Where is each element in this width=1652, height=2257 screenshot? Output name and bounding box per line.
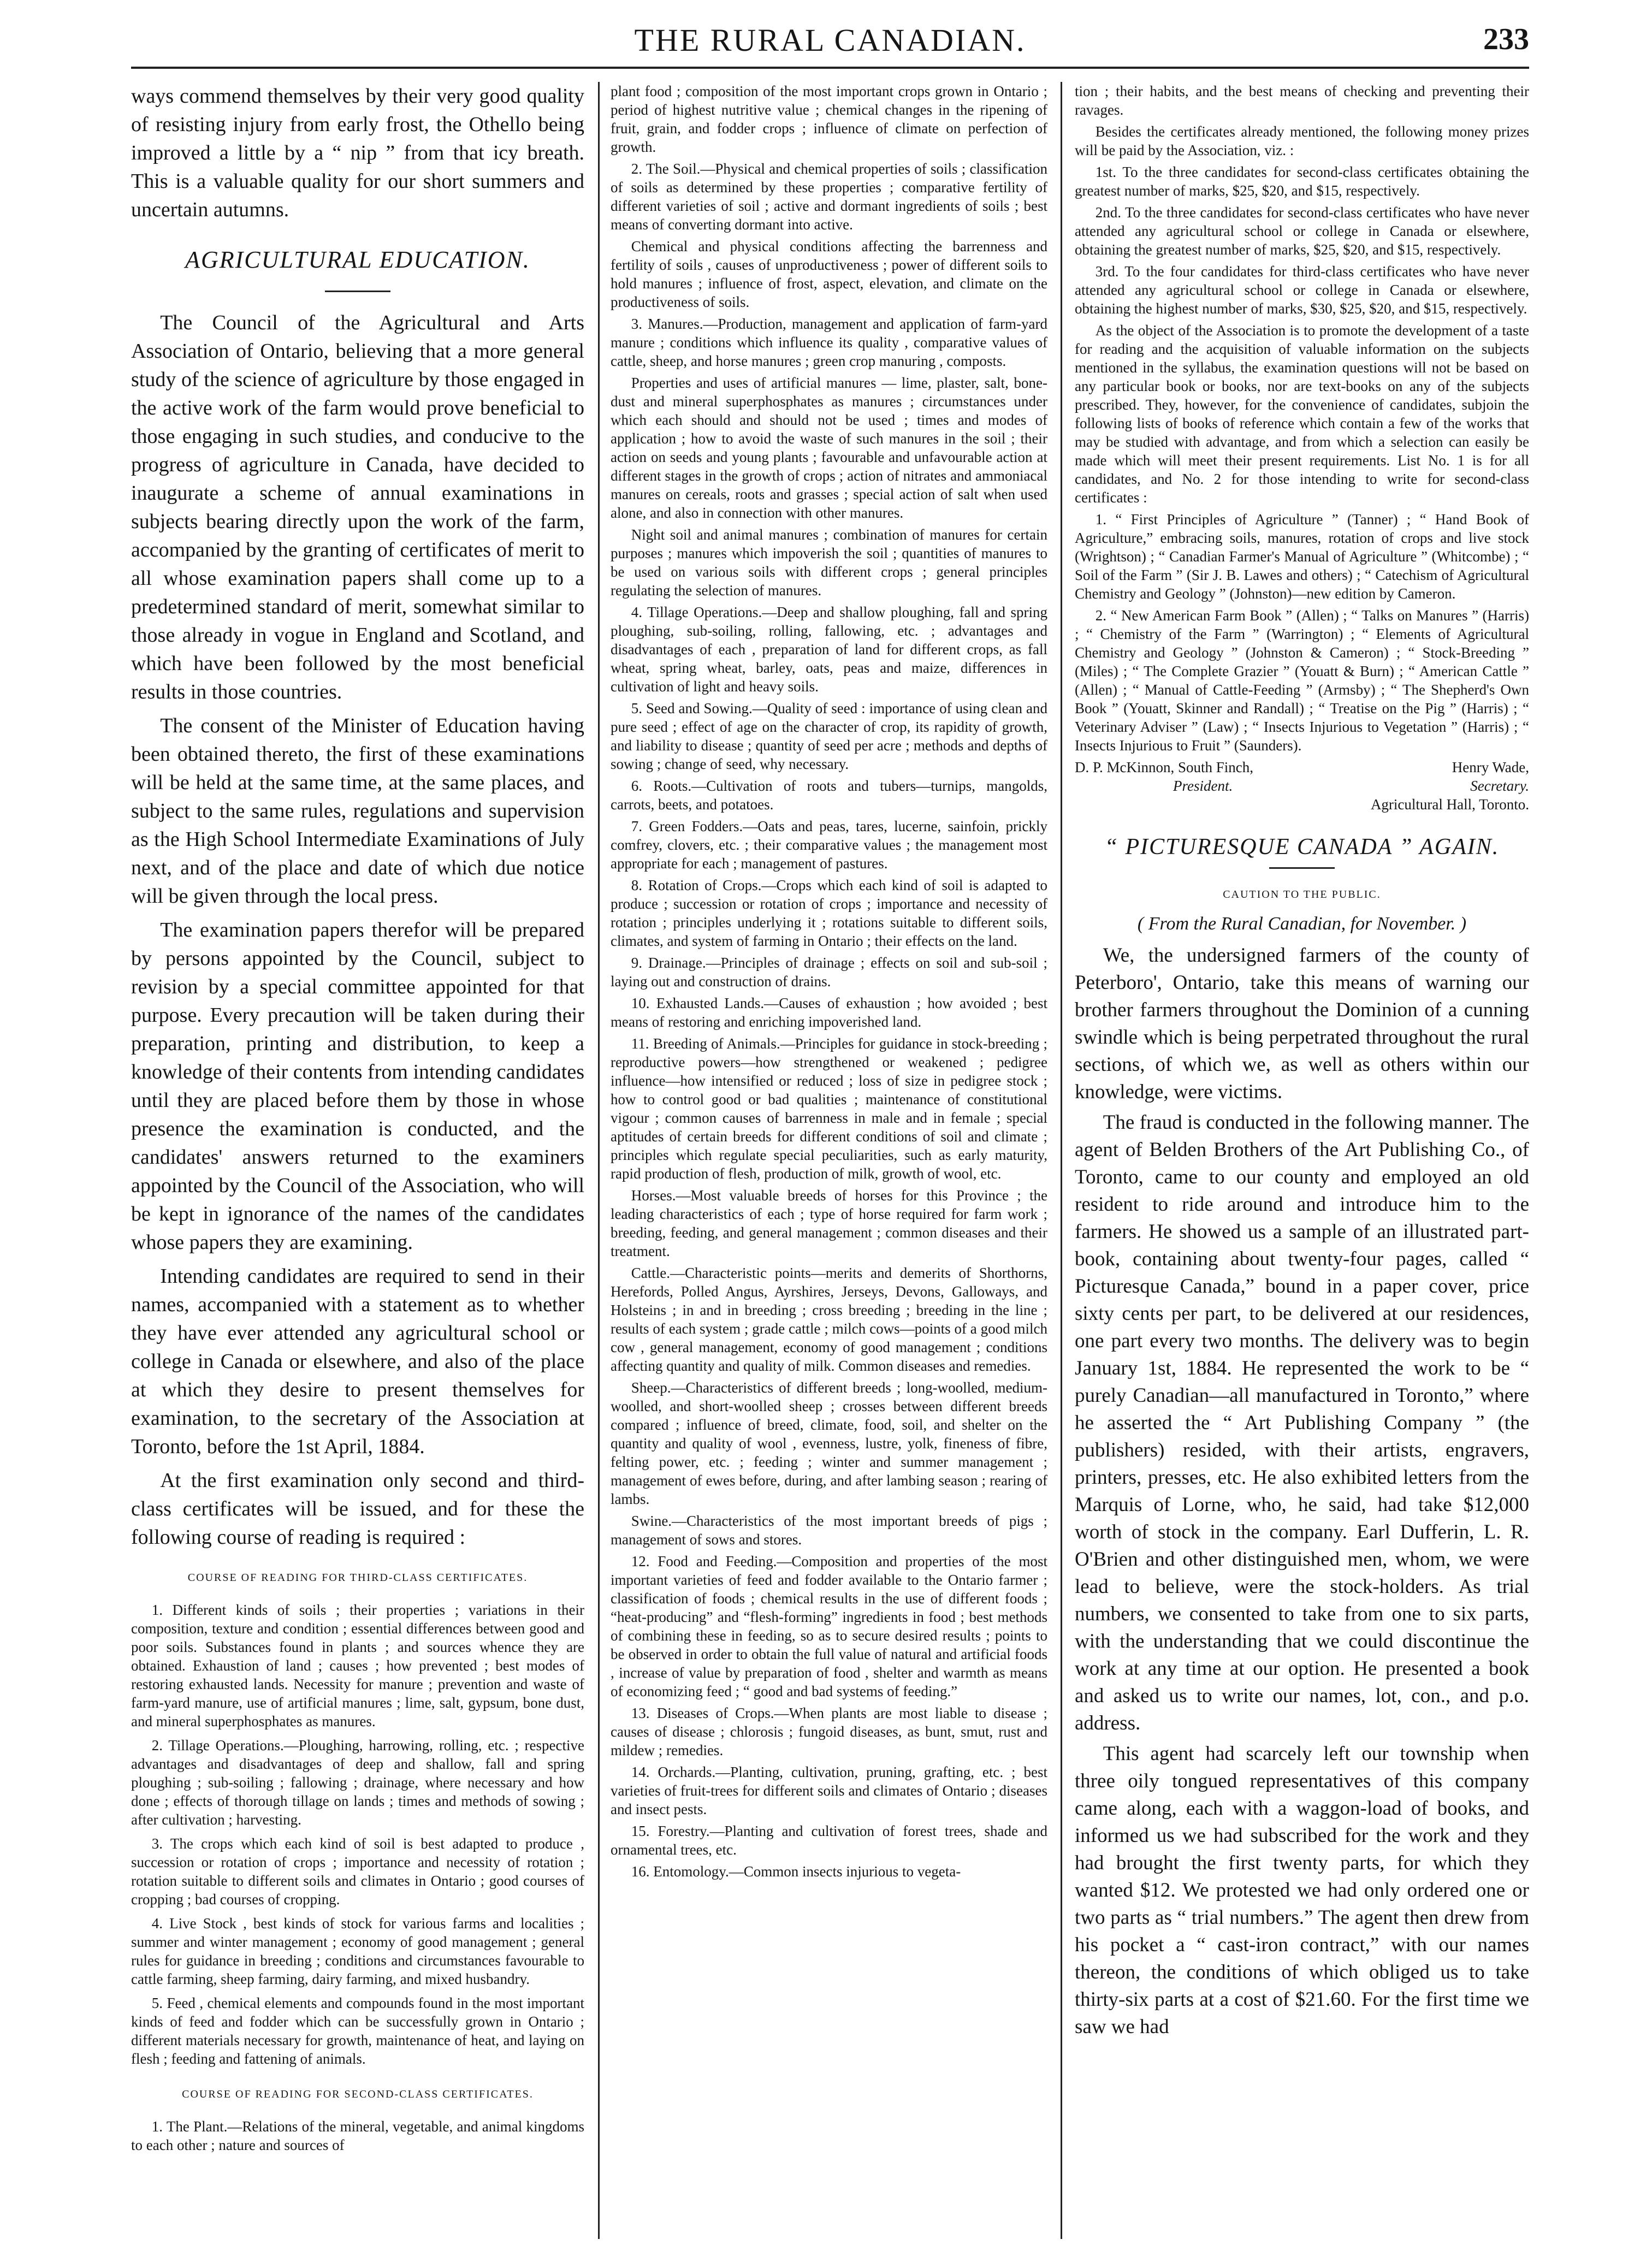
prize-item: 1st. To the three candidates for second-class certificates obtaining the greatest number of marks, $25, $20, and $15, respectively.	[1075, 164, 1529, 199]
paragraph: We, the undersigned farmers of the county of Peterboro', Ontario, take this means of warning our brother farmers throughout the Dominion of a cunning swindle which is being perpetrated throughout the rural sections, of which we, as well as others within our knowledge, were victims.	[1075, 944, 1529, 1103]
paragraph: The examination papers therefor will be prepared by persons appointed by the Council, subject to revision by a special committee appointed for that purpose. Every precaution will be taken during their preparation, printing and distribution, to keep a knowledge of their contents from intending candidates until they are placed before them by those in whose presence the examination is conducted, and the candidates' answers returned to the examiners appointed by the Council of the Association, who will be kept in ignorance of the names of the candidates whose papers they are examining.	[131, 919, 584, 1254]
column-divider	[1061, 82, 1062, 2239]
column-divider	[598, 82, 600, 2239]
signature-block	[1075, 758, 1529, 814]
course-item: 3. The crops which each kind of soil is best adapted to produce , succession or rotation of crops ; importance and necessity of rotation ; rotation suitable to different soils and climates in Ontario ; good courses of cropping ; bad courses of cropping.	[131, 1835, 584, 1908]
paragraph: Intending candidates are required to send in their names, accompanied with a statement as to whether they have ever attended any agricultural school or college in Canada or elsewhere, and also of the place at which they desire to present themselves for examination, to the secretary of the Association at Toronto, before the 1st April, 1884.	[131, 1265, 584, 1458]
course-item: Cattle.—Characteristic points—merits and demerits of Shorthorns, Herefords, Polled Angus, Ayrshires, Jerseys, Devons, Galloways, and Holsteins ; in and in breeding ; cross breeding ; breeding in the line ; results of each system ; grade cattle ; milch cows—points of a good milch cow , general management, economy of good management ; conditions affecting quantity and quality of milk. Common diseases and remedies.	[611, 1265, 1047, 1374]
course-item: 14. Orchards.—Planting, cultivation, pruning, grafting, etc. ; best varieties of fruit-trees for different soils and climates of Ontario ; diseases and insect pests.	[611, 1764, 1047, 1817]
course-item: 3. Manures.—Production, management and application of farm-yard manure ; conditions which influence its quality , comparative values of cattle, sheep, and horse manures ; green crop manuring , composts.	[611, 316, 1047, 369]
course-item: 8. Rotation of Crops.—Crops which each kind of soil is adapted to produce ; succession or rotation of crops ; importance and necessity of rotation ; principles underlying it ; rotations suitable to different soils, climates, and system of farming in Ontario ; their effects on the land.	[611, 877, 1047, 949]
course-item: 11. Breeding of Animals.—Principles for guidance in stock-breeding ; reproductive powers—how strengthened or weakened ; pedigree influence—how intensified or reduced ; loss of size in pedigree stock ; how to control good or bad qualities ; maintenance of constitutional vigour ; common causes of barrenness in male and in female ; special aptitudes of certain breeds for different conditions of soil and climate ; principles which regulate special peculiarities, such as early maturity, rapid production of flesh, production of milk, growth of wool, etc.	[611, 1035, 1047, 1182]
signature-place: Agricultural Hall, Toronto.	[1370, 796, 1529, 813]
course-item: Chemical and physical conditions affecting the barrenness and fertility of soils , causes of unproductiveness ; power of different soils to hold manures ; influence of frost, aspect, elevation, and climate on the productiveness of soils.	[611, 238, 1047, 310]
course-item: 13. Diseases of Crops.—When plants are most liable to disease ; causes of disease ; chlorosis ; fungoid diseases, as bunt, smut, rust and mildew ; remedies.	[611, 1705, 1047, 1758]
course-item: 1. Different kinds of soils ; their properties ; variations in their composition, texture and condition ; essential differences between good and poor soils. Substances found in plants ; and sources whence they are obtained. Exhaustion of land ; causes ; how prevented ; best modes of restoring exhausted lands. Necessity for manure ; prevention and waste of farm-yard manure, use of artificial manures ; lime, salt, gypsum, bone dust, and mineral superphosphates as manures.	[131, 1602, 584, 1729]
column-3	[1075, 82, 1529, 2239]
course-item: 1. The Plant.—Relations of the mineral, vegetable, and animal kingdoms to each other ; nature and sources of	[131, 2118, 584, 2153]
course-heading: COURSE OF READING FOR THIRD-CLASS CERTIFICATES.	[187, 1572, 528, 1584]
section-rule	[325, 291, 390, 292]
paragraph: The fraud is conducted in the following manner. The agent of Belden Brothers of the Art Publishing Co., of Toronto, came to our county and employed an old resident to ride around and introduce him to the farmers. He showed us a sample of an illustrated part-book, containing about twenty-four pages, called “ Picturesque Canada,” bound in a paper cover, price sixty cents per part, to be delivered at our residences, one part every two months. The delivery was to begin January 1st, 1884. He represented the work to be “ purely Canadian—all manufactured in Toronto,” where he asserted the “ Art Publishing Company ” (the publishers) resided, with their artists, engravers, printers, presses, etc. He also exhibited letters from the Marquis of Lorne, who, he said, had take $12,000 worth of stock in the company. Earl Dufferin, L. R. O'Brien and other distinguished men, whom, we were lead to believe, were the stock-holders. As trial numbers, we consented to take from one to six parts, with the understanding that we could discontinue the work at any time at our option. He presented a book and asked us to write our names, lot, con., and p.o. address.	[1075, 1111, 1529, 1734]
paragraph: At the first examination only second and third-class certificates will be issued, and for these the following course of reading is required :	[131, 1469, 584, 1549]
course-item: Swine.—Characteristics of the most important breeds of pigs ; management of sows and stores.	[611, 1513, 1047, 1548]
masthead: THE RURAL CANADIAN.	[634, 22, 1026, 58]
course-item: plant food ; composition of the most important crops grown in Ontario ; period of highest nutritive value ; chemical changes in the ripening of fruit, grain, and fodder crops ; influence of climate on perfection of growth.	[611, 83, 1047, 155]
section-heading: AGRICULTURAL EDUCATION.	[185, 246, 530, 273]
course-item: 5. Seed and Sowing.—Quality of seed : importance of using clean and pure seed ; effect of age on the character of crop, its rapidity of growth, and liability to disease ; quantity of seed per acre ; methods and depths of sowing ; change of seed, why necessary.	[611, 700, 1047, 772]
source-line: ( From the Rural Canadian, for November. )	[1137, 914, 1467, 934]
paragraph: The consent of the Minister of Education having been obtained thereto, the first of these examinations will be held at the same time, at the same places, and subject to the same rules, regulations and supervision as the High School Intermediate Examinations of July next, and of the place and date of which due notice will be given through the local press.	[131, 714, 584, 908]
book-list: 2. “ New American Farm Book ” (Allen) ; “ Talks on Manures ” (Harris) ; “ Chemistry of the Farm ” (Warrington) ; “ Elements of Agricultural Chemistry and Geology ” (Johnston & Cameron) ; “ Stock-Breeding ” (Miles) ; “ The Complete Grazier ” (Youatt & Burn) ; “ American Cattle ” (Allen) ; “ Manual of Cattle-Feeding ” (Armsby) ; “ The Shepherd's Own Book ” (Youatt, Skinner and Randall) ; “ Treatise on the Pig ” (Harris) ; “ Veterinary Adviser ” (Law) ; “ Insects Injurious to Vegetation ” (Harris) ; “ Insects Injurious to Fruit ” (Saunders).	[1075, 607, 1529, 754]
course-item: 4. Live Stock , best kinds of stock for various farms and localities ; summer and winter management ; economy of good management ; general rules for guidance in breeding ; conditions and circumstances favourable to cattle farming, sheep farming, dairy farming, and mixed husbandry.	[131, 1915, 584, 1987]
column-1	[131, 82, 584, 2239]
course-item: 15. Forestry.—Planting and cultivation of forest trees, shade and ornamental trees, etc.	[611, 1823, 1047, 1858]
course-item: 9. Drainage.—Principles of drainage ; effects on soil and sub-soil ; laying out and construction of drains.	[611, 955, 1047, 990]
section-heading: “ PICTURESQUE CANADA ” AGAIN.	[1104, 834, 1500, 860]
course-item: 6. Roots.—Cultivation of roots and tubers—turnips, mangolds, carrots, beets, and potatoes.	[611, 778, 1047, 813]
course-item: 4. Tillage Operations.—Deep and shallow ploughing, fall and spring ploughing, sub-soiling, rolling, fallowing, etc. ; advantages and disadvantages of each , preparation of land for different crops, as fall wheat, spring wheat, barley, oats, peas and maize, differences in cultivation of light and heavy soils.	[611, 604, 1047, 695]
book-list: 1. “ First Principles of Agriculture ” (Tanner) ; “ Hand Book of Agriculture,” embracing soils, manures, rotation of crops and live stock (Wrightson) ; “ Canadian Farmer's Manual of Agriculture ” (Whitcombe) ; “ Soil of the Farm ” (Sir J. B. Lawes and others) ; “ Catechism of Agricultural Chemistry and Geology ” (Johnston)—new edition by Cameron.	[1075, 511, 1529, 602]
paragraph: The Council of the Agricultural and Arts Association of Ontario, believing that a more general study of the science of agriculture by those engaged in the active work of the farm would prove beneficial to those engaging in such studies, and conducive to the progress of agriculture in Canada, have decided to inaugurate a scheme of annual examinations in subjects bearing directly upon the work of the farm, accompanied by the granting of certificates of merit to all whose examination papers shall come up to a predetermined standard of merit, somewhat similar to those already in vogue in England and Scotland, and which have been followed by the most beneficial results in those countries.	[131, 311, 584, 703]
signature-president: D. P. McKinnon, South Finch,	[1075, 759, 1254, 775]
caution-subheading: CAUTION TO THE PUBLIC.	[1223, 888, 1381, 901]
section-rule	[1269, 867, 1335, 869]
prize-item: 3rd. To the four candidates for third-class certificates who have never attended any agricultural school or college in Canada or elsewhere, obtaining the highest number of marks, $30, $25, $20, and $15, respectively.	[1075, 263, 1529, 317]
course-item: 10. Exhausted Lands.—Causes of exhaustion ; how avoided ; best means of restoring and enriching impoverished land.	[611, 995, 1047, 1030]
course-item: 16. Entomology.—Common insects injurious to vegeta-	[631, 1863, 961, 1880]
course-heading: COURSE OF READING FOR SECOND-CLASS CERTIFICATES.	[182, 2088, 534, 2100]
paragraph: ways commend themselves by their very good quality of resisting injury from early frost, the Othello being improved a little by a “ nip ” from that icy breath. This is a valuable quality for our short summers and uncertain autumns.	[131, 85, 584, 221]
paragraph: tion ; their habits, and the best means of checking and preventing their ravages.	[1075, 83, 1529, 118]
course-item: 5. Feed , chemical elements and compounds found in the most important kinds of feed and fodder which can be successfully grown in Ontario ; different materials necessary for growth, maintenance of heat, and laying on flesh ; feeding and fattening of animals.	[131, 1995, 584, 2067]
page-header	[131, 22, 1529, 71]
course-item: Sheep.—Characteristics of different breeds ; long-woolled, medium-woolled, and short-woolled sheep ; crosses between different breeds compared ; influence of breed, climate, food, soil, and shelter on the quantity and quality of wool , evenness, lustre, yolk, fineness of fibre, felting power, etc. ; feeding ; winter and summer management ; management of ewes before, during, and after lambing season ; rearing of lambs.	[611, 1379, 1047, 1507]
course-item: 2. Tillage Operations.—Ploughing, harrowing, rolling, etc. ; respective advantages and disadvantages of deep and shallow, fall and spring ploughing ; sub-soiling ; fallowing ; drainage, where necessary and how done ; effects of thorough tillage on lands ; times and methods of sowing ; after cultivation ; harvesting.	[131, 1737, 584, 1828]
header-rule	[131, 67, 1529, 69]
page-number: 233	[1483, 22, 1529, 56]
paragraph: Besides the certificates already mentioned, the following money prizes will be paid by the Association, viz. :	[1075, 123, 1529, 158]
paragraph: As the object of the Association is to promote the development of a taste for reading and the acquisition of valuable information on the subjects mentioned in the syllabus, the examination questions will not be based on any particular book or books, nor are text-books on any of the subjects prescribed. They, however, for the convenience of candidates, subjoin the following lists of books of reference which contain a few of the works that may be studied with advantage, and from which a selection can easily be made which will meet their present requirements. List No. 1 is for all candidates, and No. 2 for those intending to write for second-class certificates :	[1075, 322, 1529, 506]
paragraph: This agent had scarcely left our township when three oily tongued representatives of this company came along, each with a waggon-load of books, and informed us we had subscribed for the work and they had brought the first twenty parts, for which they wanted $12. We protested we had only ordered one or two parts as “ trial numbers.” The agent then drew from his pocket a “ cast-iron contract,” with our names thereon, the conditions of which obliged us to take thirty-six parts at a cost of $21.60. For the first time we saw we had	[1075, 1743, 1529, 2038]
course-item: 7. Green Fodders.—Oats and peas, tares, lucerne, sainfoin, prickly comfrey, clovers, etc. ; their comparative values ; the management most appropriate for each ; management of pastures.	[611, 818, 1047, 872]
president-title: President.	[1173, 778, 1233, 794]
course-item: 12. Food and Feeding.—Composition and properties of the most important varieties of feed and fodder available to the Ontario farmer ; classification of foods ; chemical results in the use of different foods ; “heat-producing” and “flesh-forming” ingredients in food ; best methods of combining these in feeding, so as to secure desired results ; points to be observed in order to obtain the full value of natural and artificial foods , increase of value by preparation of food , shelter and warmth as means of economizing feed ; “ good and bad systems of feeding.”	[611, 1553, 1047, 1699]
course-item: 2. The Soil.—Physical and chemical properties of soils ; classification of soils as determined by these properties ; comparative fertility of different varieties of soil ; active and dormant ingredients of soils ; best means of converting dormant into active.	[611, 161, 1047, 233]
column-2	[611, 82, 1047, 2239]
course-item: Properties and uses of artificial manures — lime, plaster, salt, bone-dust and mineral superphosphates as manures ; circumstances under which each should and should not be used ; times and modes of application ; how to avoid the waste of such manures in the soil ; their action on seeds and young plants ; favourable and unfavourable action at different stages in the growth of crops ; action of nitrates and ammoniacal manures on cereals, roots and grasses ; special action of salt when used alone, and also in connection with other manures.	[611, 375, 1047, 521]
prize-item: 2nd. To the three candidates for second-class certificates who have never attended any agricultural school or college in Canada or elsewhere, obtaining the greatest number of marks, $25, $20, and $15, respectively.	[1075, 204, 1529, 258]
secretary-title: Secretary.	[1470, 778, 1529, 794]
signature-secretary: Henry Wade,	[1452, 759, 1529, 775]
course-item: Night soil and animal manures ; combination of manures for certain purposes ; manures which impoverish the soil ; quantities of manures to be used on various soils with different crops ; general principles regulating the selection of manures.	[611, 526, 1047, 599]
course-item: Horses.—Most valuable breeds of horses for this Province ; the leading characteristics of each ; type of horse required for farm work ; breeding, feeding, and general management ; common diseases and their treatment.	[611, 1187, 1047, 1259]
